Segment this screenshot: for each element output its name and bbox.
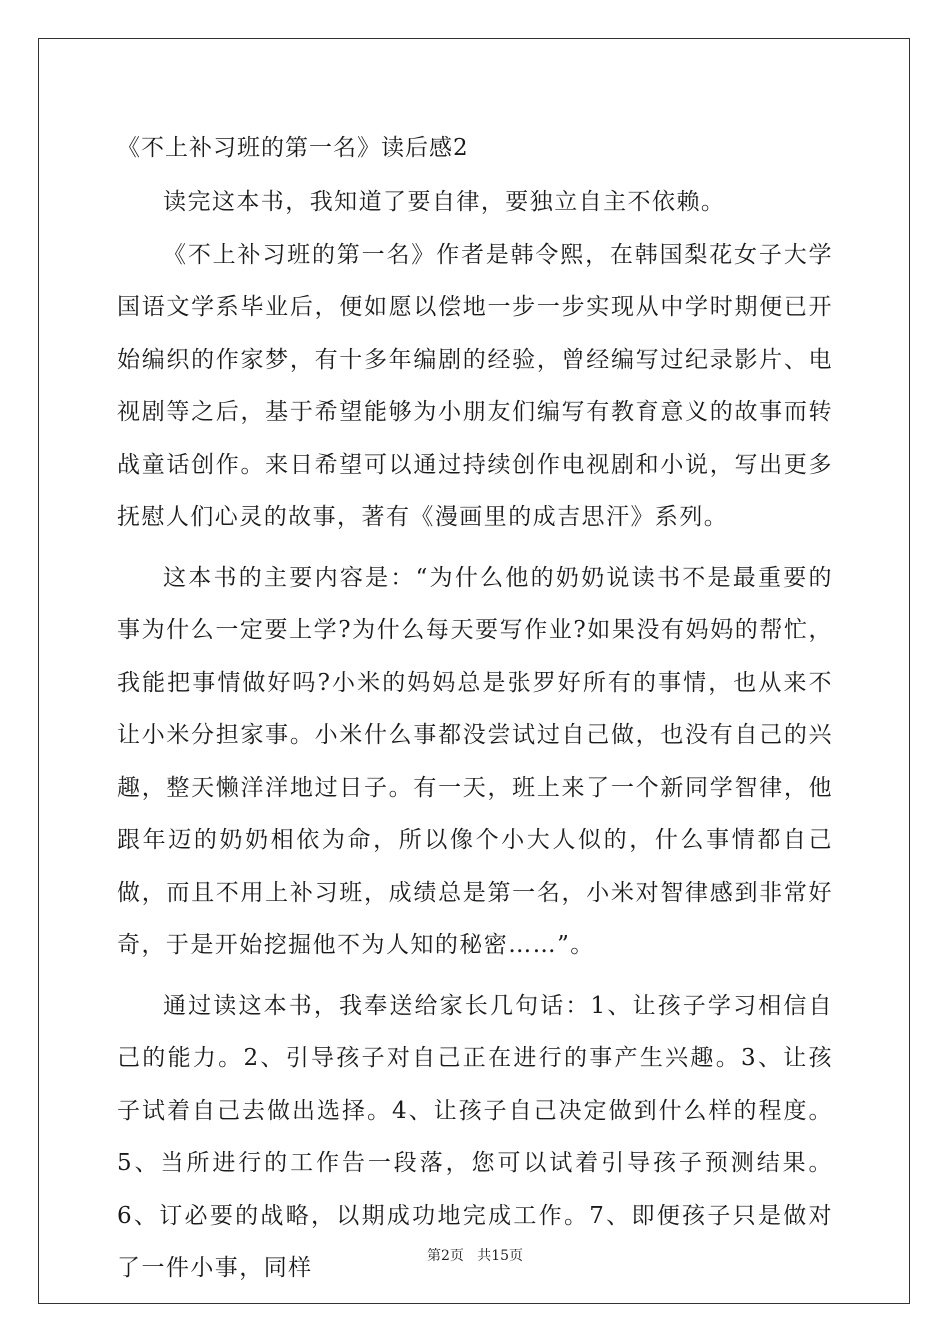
paragraph-1: 读完这本书，我知道了要自律，要独立自主不依赖。 (163, 189, 726, 215)
document-body (117, 120, 833, 1295)
paragraph-4: 通过读这本书，我奉送给家长几句话：1、让孩子学习相信自己的能力。2、引导孩子对自己正在进行的事产生兴趣。3、让孩子试着自己去做出选择。4、让孩子自己决定做到什么样的程度。5、当所进行的工作告一段落，您可以试着引导孩子预测结果。6、订必要的战略，以期成功地完成工作。7、即便孩子只是做对了一件小事，同样 (117, 992, 833, 1281)
document-title: 《不上补习班的第一名》读后感2 (117, 135, 469, 161)
paragraph-2: 《不上补习班的第一名》作者是韩令熙，在韩国梨花女子大学国语文学系毕业后，便如愿以偿地一步一步实现从中学时期便已开始编织的作家梦，有十多年编剧的经验，曾经编写过纪录影片、电视剧等之后，基于希望能够为小朋友们编写有教育意义的故事而转战童话创作。来日希望可以通过持续创作电视剧和小说，写出更多抚慰人们心灵的故事，著有《漫画里的成吉思汗》系列。 (117, 241, 833, 530)
page-number-footer: 第2页 共15页 (426, 1248, 524, 1264)
paragraph-3: 这本书的主要内容是：“为什么他的奶奶说读书不是最重要的事为什么一定要上学?为什么每天要写作业?如果没有妈妈的帮忙，我能把事情做好吗?小米的妈妈总是张罗好所有的事情，也从来不让小米分担家事。小米什么事都没尝试过自己做，也没有自己的兴趣，整天懒洋洋地过日子。有一天，班上来了一个新同学智律，他跟年迈的奶奶相依为命，所以像个小大人似的，什么事情都自己做，而且不用上补习班，成绩总是第一名，小米对智律感到非常好奇，于是开始挖掘他不为人知的秘密……”。 (117, 564, 833, 958)
